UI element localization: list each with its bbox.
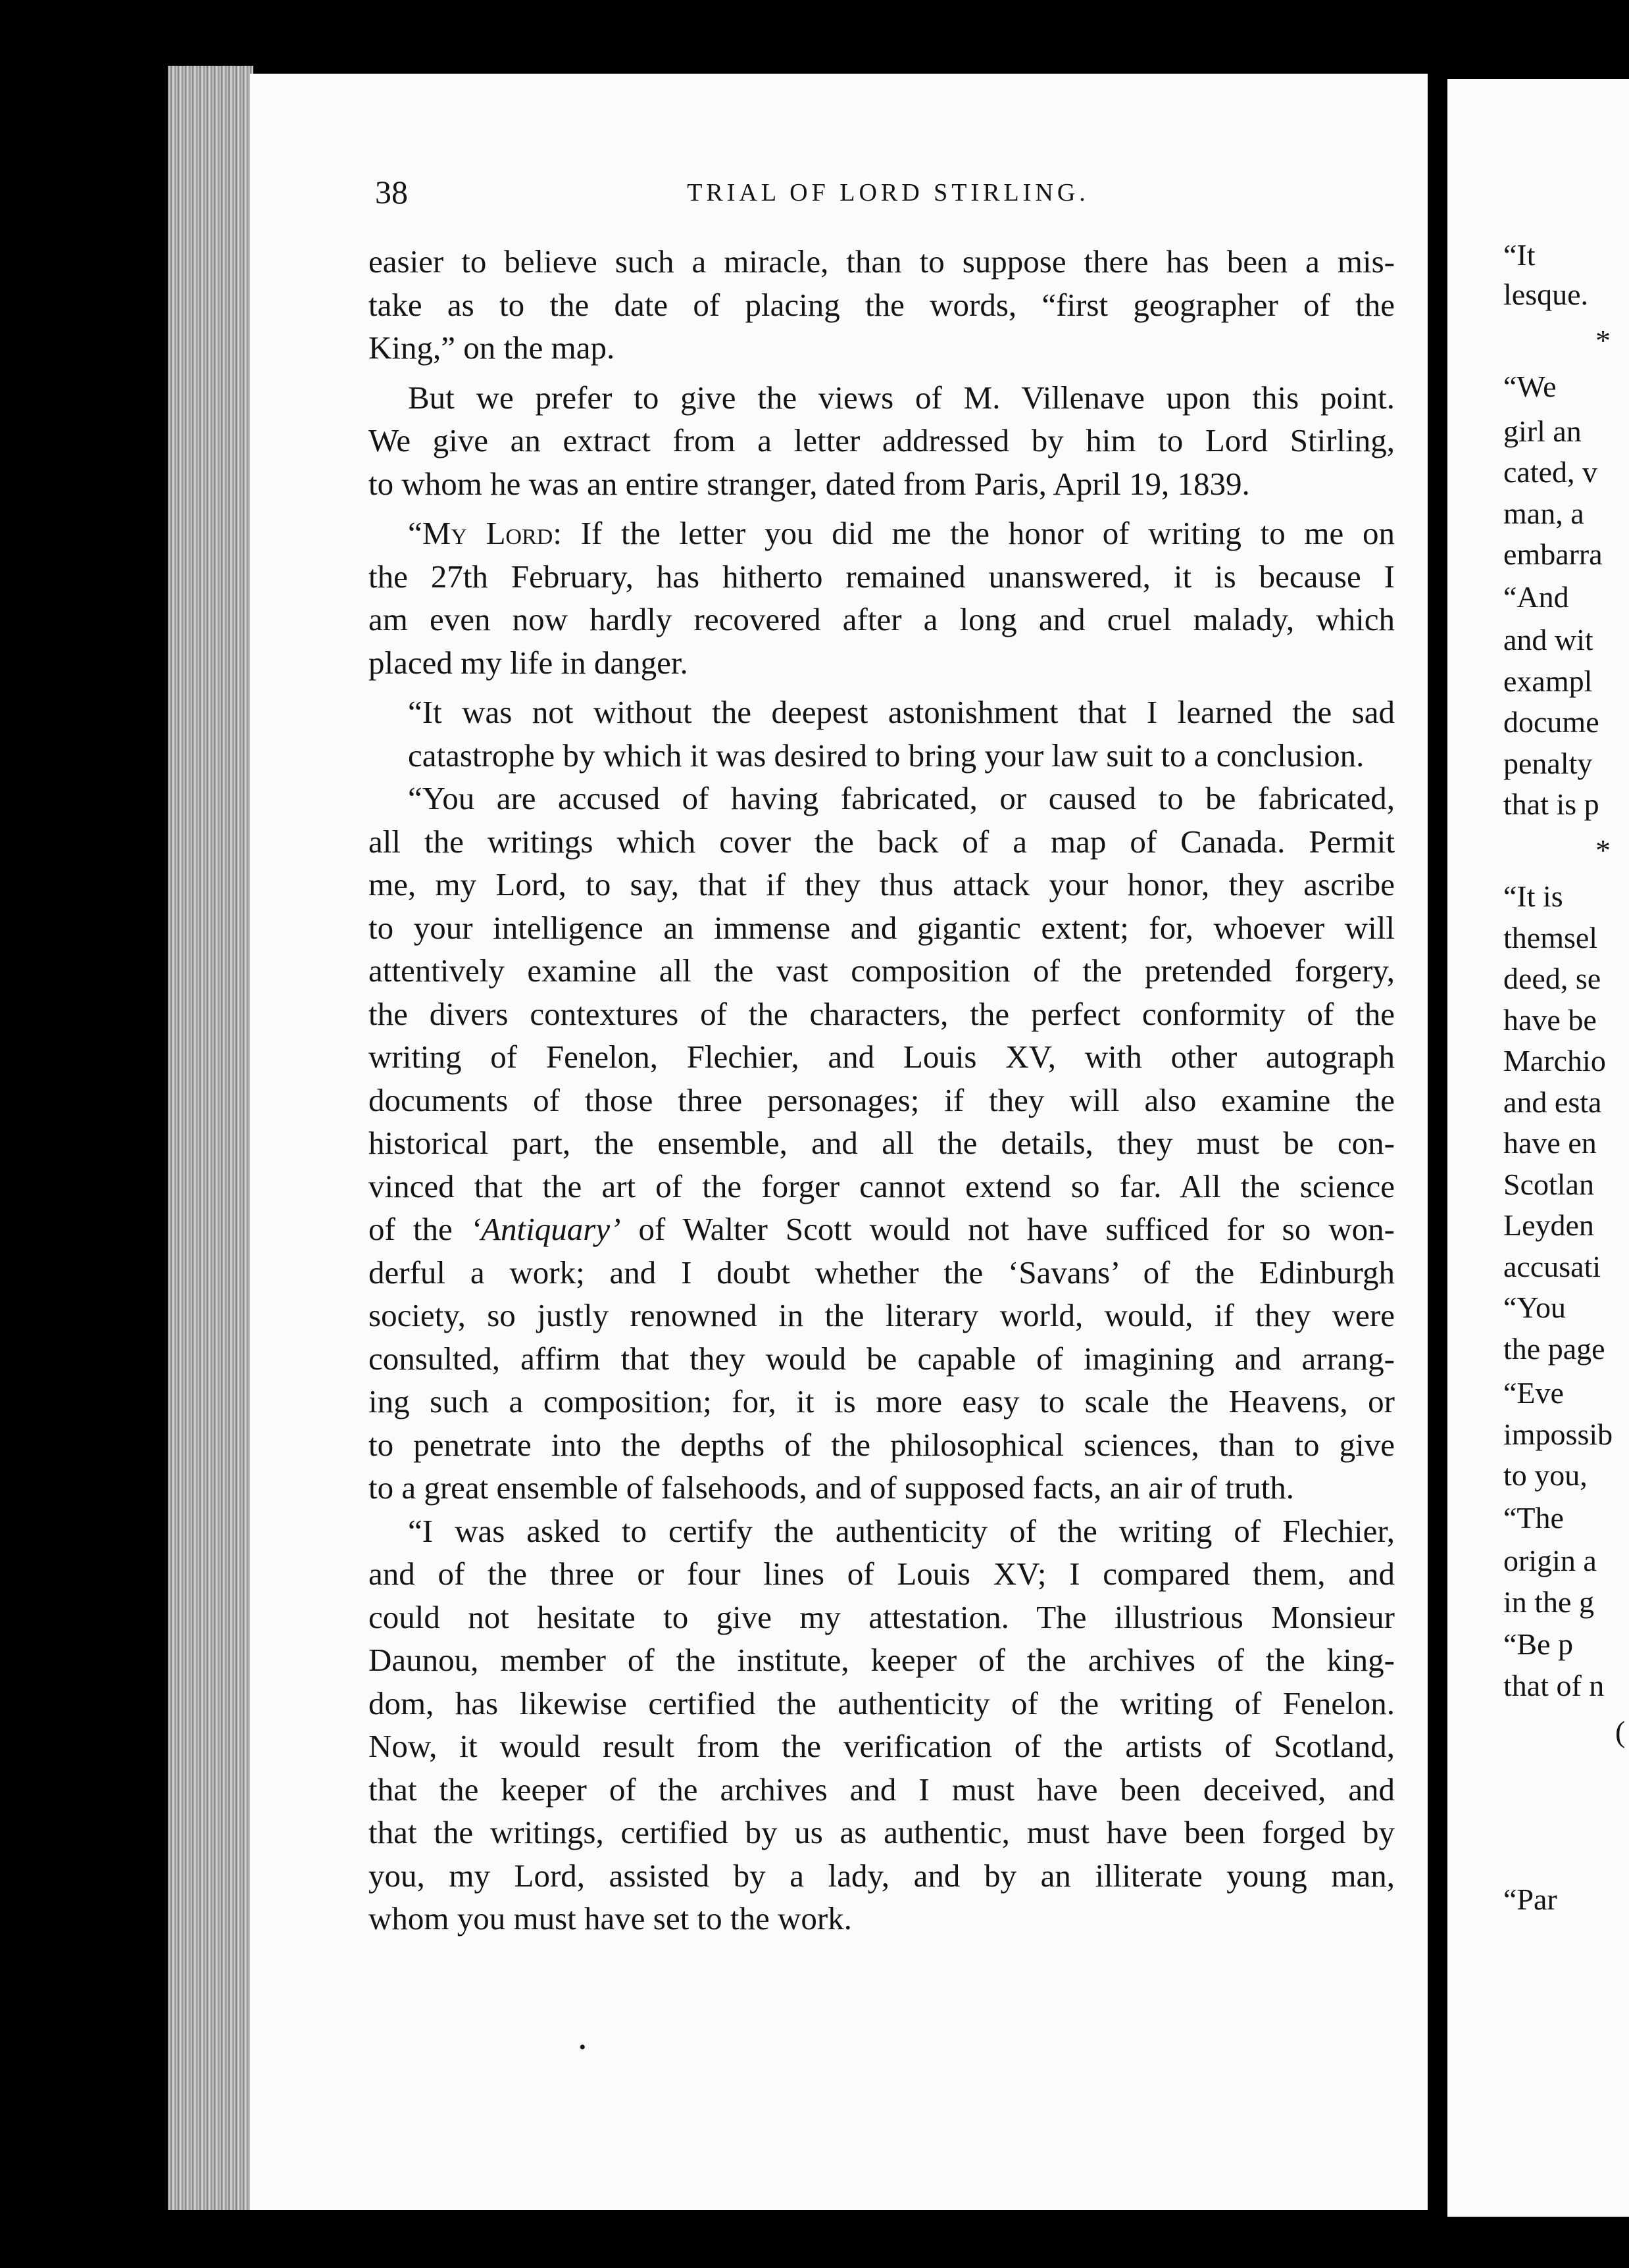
- page-header: [375, 172, 1401, 212]
- text-line: the divers contextures of the characters, the perfect conformity of the: [368, 995, 1395, 1032]
- text-line: the 27th February, has hitherto remained unanswered, it is because I: [368, 558, 1395, 595]
- text-line: take as to the date of placing the words, “first geographer of the: [368, 286, 1395, 323]
- right-page-fragment: “Par: [1503, 1883, 1557, 1916]
- right-page-fragment: docume: [1503, 705, 1599, 739]
- right-page-fragment: have be: [1503, 1003, 1597, 1037]
- right-page-fragment: and wit: [1503, 623, 1593, 656]
- right-page-fragment: penalty: [1503, 747, 1593, 780]
- right-page-fragment: “We: [1503, 370, 1557, 403]
- right-page-fragment: origin a: [1503, 1544, 1597, 1577]
- right-page-fragment: the page: [1503, 1332, 1605, 1366]
- right-page-fragment: exampl: [1503, 664, 1593, 698]
- right-page-fragment: “The: [1503, 1501, 1564, 1535]
- right-page-fragment: deed, se: [1503, 962, 1601, 995]
- right-page-fragment: accusati: [1503, 1250, 1601, 1283]
- right-page-fragment: man, a: [1503, 497, 1584, 530]
- right-page-fragment: girl an: [1503, 414, 1582, 448]
- right-page-fragment: “You: [1503, 1291, 1566, 1324]
- running-head: TRIAL OF LORD STIRLING.: [687, 179, 1090, 207]
- text-line: to penetrate into the depths of the philosophical sciences, than to give: [368, 1426, 1395, 1463]
- right-page-fragment: themsel: [1503, 921, 1598, 954]
- text-line: and of the three or four lines of Louis XV; I compared them, and: [368, 1556, 1395, 1592]
- text-line: Daunou, member of the institute, keeper of the archives of the king-: [368, 1642, 1395, 1678]
- printer-mark: •: [579, 2036, 586, 2058]
- right-page-fragment: *: [1595, 833, 1611, 867]
- text-line: consulted, affirm that they would be capable of imagining and arrang-: [368, 1340, 1395, 1377]
- right-page-fragment: and esta: [1503, 1085, 1602, 1119]
- text-line: whom you must have set to the work.: [368, 1900, 852, 1936]
- text-line: of the ‘Antiquary’ of Walter Scott would not have sufficed for so won-: [368, 1211, 1395, 1247]
- text-line: to whom he was an entire stranger, dated from Paris, April 19, 1839.: [368, 465, 1250, 502]
- text-line: But we prefer to give the views of M. Villenave upon this point.: [408, 379, 1395, 416]
- text-line: to your intelligence an immense and gigantic extent; for, whoever will: [368, 909, 1395, 946]
- text-line: writing of Fenelon, Flechier, and Louis XV, with other autograph: [368, 1039, 1395, 1075]
- right-page-fragment: *: [1595, 324, 1611, 357]
- text-line: placed my life in danger.: [368, 644, 688, 681]
- text-line: “My Lord: If the letter you did me the honor of writing to me on: [408, 515, 1395, 551]
- right-page-fragment: Scotlan: [1503, 1168, 1594, 1201]
- right-page-fragment: cated, v: [1503, 455, 1598, 489]
- text-line: that the keeper of the archives and I must have been deceived, and: [368, 1771, 1395, 1808]
- right-page-fragment: impossib: [1503, 1418, 1613, 1451]
- right-page-fragment: lesque.: [1503, 278, 1589, 311]
- right-page-fragment: “Eve: [1503, 1376, 1564, 1410]
- text-line: all the writings which cover the back of a map of Canada. Permit: [368, 823, 1395, 860]
- text-line: society, so justly renowned in the literary world, would, if they were: [368, 1297, 1395, 1333]
- text-line: easier to believe such a miracle, than to suppose there has been a mis-: [368, 243, 1395, 280]
- text-line: documents of those three personages; if they will also examine the: [368, 1081, 1395, 1118]
- text-line: historical part, the ensemble, and all the details, they must be con-: [368, 1125, 1395, 1161]
- text-line: attentively examine all the vast composition of the pretended forgery,: [368, 952, 1395, 989]
- text-line: King,” on the map.: [368, 330, 615, 366]
- text-line: “You are accused of having fabricated, or caused to be fabricated,: [408, 780, 1395, 816]
- text-line: me, my Lord, to say, that if they thus attack your honor, they ascribe: [368, 866, 1395, 902]
- right-page-fragment: Marchio: [1503, 1044, 1606, 1077]
- text-line: Now, it would result from the verification of the artists of Scotland,: [368, 1728, 1395, 1764]
- right-page-fragment: Leyden: [1503, 1208, 1594, 1242]
- text-line: vinced that the art of the forger cannot extend so far. All the science: [368, 1168, 1395, 1204]
- text-line: to a great ensemble of falsehoods, and of supposed facts, an air of truth.: [368, 1469, 1294, 1506]
- page-number: 38: [375, 174, 408, 210]
- text-line: that the writings, certified by us as authentic, must have been forged by: [368, 1814, 1395, 1850]
- right-page-fragment: have en: [1503, 1126, 1597, 1160]
- body-text: [368, 240, 1395, 1940]
- right-page-fragment: “And: [1503, 580, 1569, 614]
- text-line: am even now hardly recovered after a long and cruel malady, which: [368, 601, 1395, 637]
- text-line: catastrophe by which it was desired to bring your law suit to a conclusion.: [408, 737, 1365, 774]
- text-line: “I was asked to certify the authenticity of the writing of Flechier,: [408, 1512, 1395, 1549]
- right-page-fragment: that of n: [1503, 1669, 1605, 1702]
- text-line: ing such a composition; for, it is more easy to scale the Heavens, or: [368, 1383, 1395, 1419]
- right-page-fragment: “It is: [1503, 879, 1563, 913]
- text-line: We give an extract from a letter addressed by him to Lord Stirling,: [368, 422, 1395, 458]
- text-line: dom, has likewise certified the authenticity of the writing of Fenelon.: [368, 1685, 1395, 1721]
- right-page-fragment: that is p: [1503, 787, 1599, 821]
- text-line: you, my Lord, assisted by a lady, and by an illiterate young man,: [368, 1857, 1395, 1894]
- right-page-fragment: “It: [1503, 238, 1536, 272]
- right-page-fragment: to you,: [1503, 1458, 1588, 1492]
- text-line: could not hesitate to give my attestation. The illustrious Monsieur: [368, 1598, 1395, 1635]
- right-page-fragment: “Be p: [1503, 1627, 1574, 1661]
- right-page-fragment: in the g: [1503, 1585, 1594, 1619]
- text-line: “It was not without the deepest astonishment that I learned the sad: [408, 694, 1395, 730]
- right-page-fragment: (: [1615, 1715, 1626, 1748]
- text-line: derful a work; and I doubt whether the ‘Savans’ of the Edinburgh: [368, 1254, 1395, 1291]
- page-edge-binding: [168, 66, 253, 2210]
- right-page-fragment: embarra: [1503, 537, 1603, 571]
